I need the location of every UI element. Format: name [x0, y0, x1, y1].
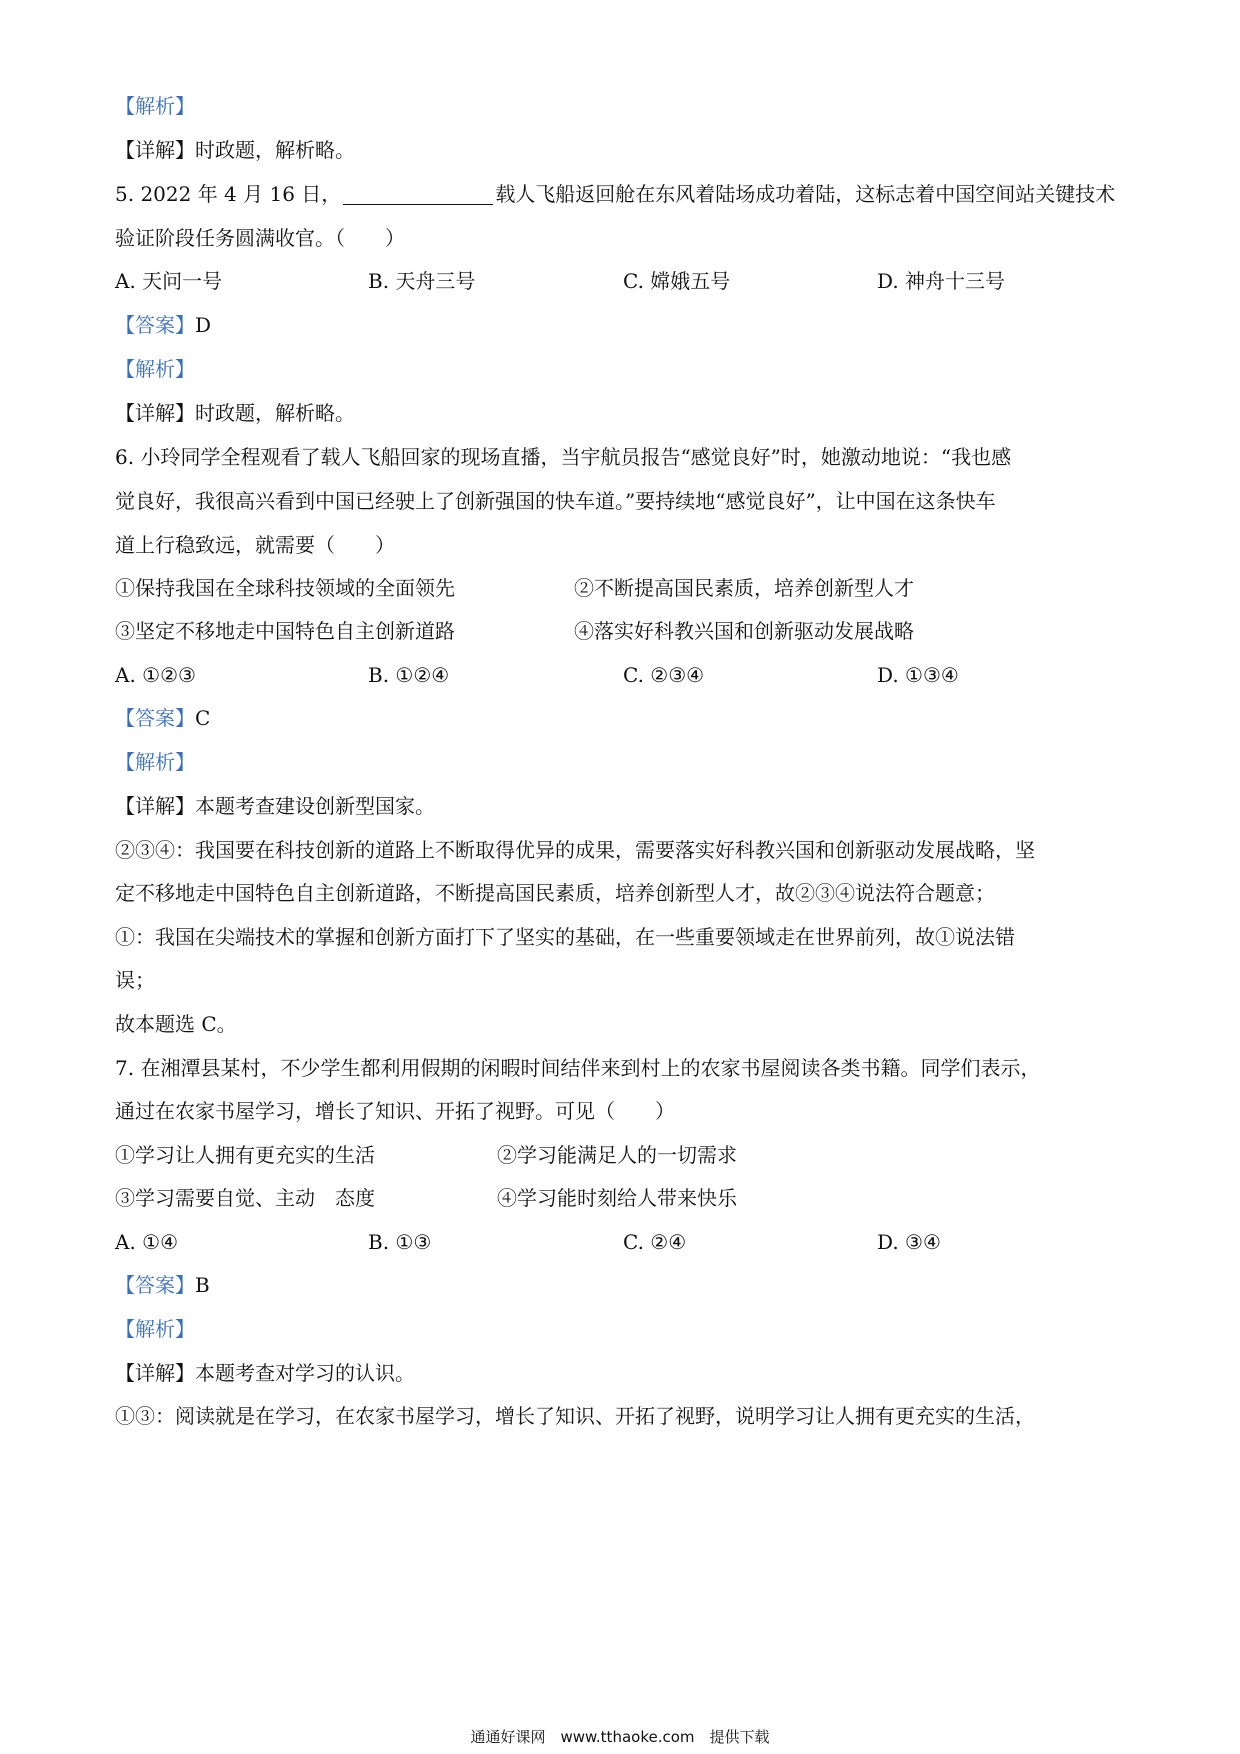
- q5-analysis-tag: 【解析】: [115, 357, 195, 381]
- q6-stem-line-3: 道上行稳致远，就需要（ ）: [115, 533, 395, 557]
- answer-value: C: [195, 706, 211, 730]
- q6-item-1: ①保持我国在全球科技领域的全面领先: [115, 576, 455, 600]
- q5-option-b: B. 天舟三号: [368, 269, 476, 293]
- q5-stem-part-b: 载人飞船返回舱在东风着陆场成功着陆，这标志着中国空间站关键技术: [495, 182, 1116, 206]
- q7-item-2: ②学习能满足人的一切需求: [497, 1143, 737, 1167]
- q7-item-4: ④学习能时刻给人带来快乐: [497, 1186, 737, 1210]
- q7-item-1: ①学习让人拥有更充实的生活: [115, 1143, 375, 1167]
- q6-explanation-line-3: ①：我国在尖端技术的掌握和创新方面打下了坚实的基础，在一些重要领域走在世界前列，故①说法错: [115, 925, 1015, 949]
- q6-stem-line-1: 6. 小玲同学全程观看了载人飞船回家的现场直播，当宇航员报告“感觉良好”时，她激动地说：“我也感: [115, 445, 1012, 469]
- q6-item-4: ④落实好科教兴国和创新驱动发展战略: [574, 619, 914, 643]
- q6-explanation-line-2: 定不移地走中国特色自主创新道路，不断提高国民素质，培养创新型人才，故②③④说法符合题意；: [115, 881, 995, 905]
- q7-option-c: C. ②④: [623, 1230, 687, 1254]
- answer-value: B: [195, 1273, 210, 1297]
- q6-option-a: A. ①②③: [115, 663, 196, 687]
- analysis-tag: 【解析】: [115, 94, 195, 118]
- q6-explanation-line-4: 误；: [115, 968, 155, 992]
- q7-option-b: B. ①③: [368, 1230, 432, 1254]
- q6-detail: 【详解】本题考查建设创新型国家。: [115, 794, 435, 818]
- q5-option-a: A. 天问一号: [115, 269, 223, 293]
- q7-option-d: D. ③④: [877, 1230, 941, 1254]
- q6-answer: [115, 704, 210, 732]
- answer-tag: 【答案】: [115, 706, 195, 730]
- answer-tag: 【答案】: [115, 313, 195, 337]
- q6-option-c: C. ②③④: [623, 663, 705, 687]
- q6-item-2: ②不断提高国民素质，培养创新型人才: [574, 576, 914, 600]
- q5-stem-line-1: [115, 180, 1115, 208]
- answer-value: D: [195, 313, 212, 337]
- q5-stem-line-2: 验证阶段任务圆满收官。（ ）: [115, 226, 405, 250]
- q6-option-d: D. ①③④: [877, 663, 959, 687]
- answer-tag: 【答案】: [115, 1273, 195, 1297]
- q7-explanation-line-1: ①③：阅读就是在学习，在农家书屋学习，增长了知识、开拓了视野，说明学习让人拥有更充实的生活，: [115, 1404, 1035, 1428]
- q6-item-3: ③坚定不移地走中国特色自主创新道路: [115, 619, 455, 643]
- q7-analysis-tag: 【解析】: [115, 1317, 195, 1341]
- q6-conclusion: 故本题选 C。: [115, 1012, 237, 1036]
- q6-analysis-tag: 【解析】: [115, 750, 195, 774]
- q6-option-b: B. ①②④: [368, 663, 450, 687]
- q5-option-d: D. 神舟十三号: [877, 269, 1006, 293]
- q7-option-a: A. ①④: [115, 1230, 179, 1254]
- fill-in-blank: [343, 184, 493, 205]
- q7-stem-line-2: 通过在农家书屋学习，增长了知识、开拓了视野。可见（ ）: [115, 1099, 675, 1123]
- q5-stem-part-a: 5. 2022 年 4 月 16 日，: [115, 182, 342, 206]
- q5-answer: [115, 311, 211, 339]
- q7-detail: 【详解】本题考查对学习的认识。: [115, 1361, 415, 1385]
- footer-watermark: 通通好课网 www.tthaoke.com 提供下载: [470, 1728, 770, 1746]
- q5-detail: 【详解】时政题，解析略。: [115, 401, 355, 425]
- q7-stem-line-1: 7. 在湘潭县某村，不少学生都利用假期的闲暇时间结伴来到村上的农家书屋阅读各类书籍。同学们表示，: [115, 1056, 1041, 1080]
- q5-option-c: C. 嫦娥五号: [623, 269, 731, 293]
- q6-stem-line-2: 觉良好，我很高兴看到中国已经驶上了创新强国的快车道。”要持续地“感觉良好”，让中国在这条快车: [115, 489, 996, 513]
- q7-item-3: ③学习需要自觉、主动 态度: [115, 1186, 375, 1210]
- q7-answer: [115, 1271, 210, 1299]
- detail-text: 【详解】时政题，解析略。: [115, 138, 355, 162]
- q6-explanation-line-1: ②③④：我国要在科技创新的道路上不断取得优异的成果，需要落实好科教兴国和创新驱动发展战略，坚: [115, 838, 1035, 862]
